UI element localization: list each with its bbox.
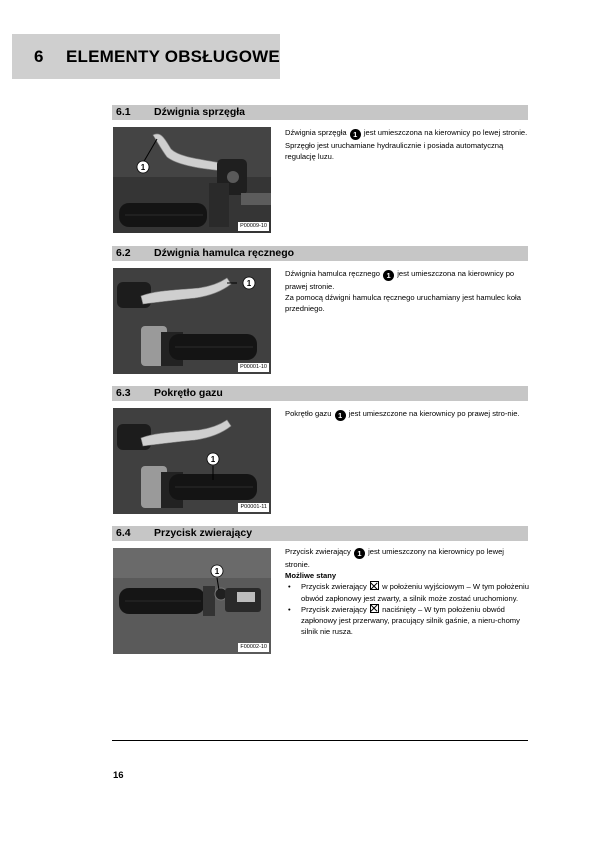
figure-code: P00001-11 (240, 504, 267, 510)
callout-badge: 1 (335, 410, 346, 421)
states-heading: Możliwe stany (285, 571, 337, 581)
callout-badge: 1 (354, 548, 365, 559)
figure-code: P00001-10 (240, 364, 267, 370)
callout-badge: 1 (350, 129, 361, 140)
chapter-title: ELEMENTY OBSŁUGOWE (66, 46, 280, 66)
chapter-header (12, 34, 280, 79)
section-number: 6.3 (116, 387, 131, 399)
list-item: • Przycisk zwierający w położeniu wyjściowym – W tym położeniu obwód zapłonowy jest zwarty, a silnik może zostać uruchomiony. (285, 581, 529, 603)
callout-1: 1 (246, 279, 252, 288)
section-header-6-3 (112, 386, 528, 401)
list-item: • Przycisk zwierający naciśnięty – W tym położeniu obwód zapłonowy jest przerwany, pracujący silnik gaśnie, a nieru-chomy silnik nie rusza. (285, 604, 529, 638)
kill-switch-photo (113, 548, 271, 654)
callout-1: 1 (140, 163, 146, 172)
callout-1: 1 (210, 455, 216, 464)
chapter-number: 6 (34, 46, 44, 66)
section-title: Przycisk zwierający (154, 527, 253, 539)
section-text-6-3: Pokrętło gazu 1 jest umieszczone na kierownicy po prawej stro-nie. (285, 409, 520, 420)
section-number: 6.4 (116, 527, 131, 539)
figure-code: F00002-10 (240, 644, 267, 650)
section-number: 6.1 (116, 106, 131, 118)
brake-lever-photo (113, 268, 271, 374)
figure-code: P00009-10 (240, 223, 267, 229)
section-title: Dźwignia hamulca ręcznego (154, 247, 295, 259)
section-header-6-2 (112, 246, 528, 261)
footer-divider (112, 740, 528, 741)
page-number: 16 (113, 770, 124, 781)
callout-1: 1 (214, 567, 220, 576)
clutch-lever-photo (113, 127, 271, 233)
section-title: Pokrętło gazu (154, 387, 223, 399)
section-text-6-1: Dźwignia sprzęgła 1 jest umieszczona na kierownicy po lewej stronie. Sprzęgło jest uruchamiane hydraulicznie i posiada automatyczną regulację luzu. (285, 128, 528, 162)
section-title: Dźwignia sprzęgła (154, 106, 246, 118)
section-header-6-1 (112, 105, 528, 120)
section-number: 6.2 (116, 247, 131, 259)
kill-switch-icon (370, 581, 379, 590)
section-text-6-2: Dźwignia hamulca ręcznego 1 jest umieszczona na kierownicy po prawej stronie. Za pomocą dźwigni hamulca ręcznego uruchamiany jest hamulec koła przedniego. (285, 269, 521, 314)
section-header-6-4 (112, 526, 528, 541)
callout-badge: 1 (383, 270, 394, 281)
throttle-grip-photo (113, 408, 271, 514)
section-text-6-4: Przycisk zwierający 1 jest umieszczony na kierownicy po lewej stronie. Możliwe stany • Przycisk zwierający w położeniu wyjściowym – W tym położeniu obwód zapłonowy jest zwarty, a silnik może zostać uruchomiony. • Przycisk zwierający naciśnięty – W tym położeniu obwód zapłonowy jest przerwany, pracujący silnik gaśnie, a nieru-chomy silnik nie rusza. (285, 546, 529, 637)
states-list (285, 581, 529, 637)
kill-switch-icon (370, 604, 379, 613)
